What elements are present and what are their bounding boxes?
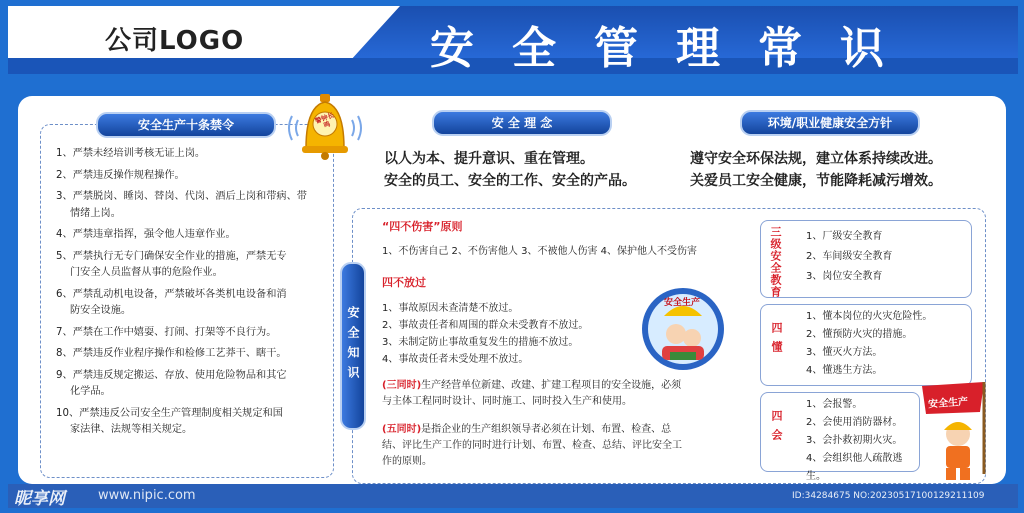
education-list — [806, 227, 966, 287]
concept-line-2: 安全的员工、安全的工作、安全的产品。 — [384, 173, 636, 189]
four-can-item: 4、会组织他人疏散逃生。 — [806, 453, 903, 482]
prohibition-item — [56, 325, 326, 342]
four-no-harm-text: 1、不伤害自己 2、不伤害他人 3、不被他人伤害 4、保护他人不受伤害 — [382, 246, 697, 257]
prohibition-item — [56, 287, 326, 320]
four-understand-list — [806, 308, 968, 380]
policy-line-2: 关爱员工安全健康，节能降耗减污增效。 — [690, 173, 942, 189]
prohibition-line: 1、严禁未经培训考核无证上岗。 — [56, 148, 206, 159]
policy-text — [690, 148, 990, 192]
four-can-item: 3、会扑救初期火灾。 — [806, 435, 903, 446]
prohibition-item — [56, 368, 326, 401]
prohibition-line: 4、严禁违章指挥，强令他人违章作业。 — [56, 229, 236, 240]
prohibition-line: 2、严禁违反操作规程操作。 — [56, 169, 185, 181]
education-item: 3、岗位安全教育 — [806, 271, 883, 282]
four-understand-item: 3、懂灭火方法。 — [806, 347, 883, 358]
page-title: 安全管理常识 — [430, 23, 922, 74]
education-label-text: 三级安全教育 — [769, 226, 782, 298]
three-same-label: (三同时) — [382, 380, 422, 391]
prohibition-item — [56, 346, 326, 363]
concept-line-1: 以人为本、提升意识、重在管理。 — [384, 151, 594, 167]
four-no-let-go-list — [382, 300, 642, 368]
no-let-go-item: 4、事故责任者未受处理不放过。 — [382, 354, 529, 365]
concept-text — [384, 148, 714, 192]
prohibition-line: 9、严禁违反规定搬运、存放、使用危险物品和其它 — [56, 369, 287, 381]
prohibitions-title-text: 安全生产十条禁令 — [137, 118, 234, 132]
policy-title-text: 环境/职业健康安全方针 — [767, 116, 893, 130]
no-let-go-item: 1、事故原因未查清楚不放过。 — [382, 303, 519, 314]
four-can-item: 2、会使用消防器材。 — [806, 417, 903, 428]
prohibitions-title — [96, 112, 276, 138]
prohibition-line: 6、严禁乱动机电设备，严禁破坏各类机电设备和消 — [56, 288, 287, 300]
four-understand-label-text: 四懂 — [770, 322, 783, 360]
prohibition-line: 化学品。 — [70, 386, 111, 397]
four-understand-item: 4、懂逃生方法。 — [806, 365, 883, 376]
four-understand-item: 1、懂本岗位的火灾危险性。 — [806, 311, 933, 322]
concept-title-text: 安 全 理 念 — [491, 116, 553, 130]
prohibition-line: 防安全设施。 — [70, 305, 132, 316]
three-same-block — [382, 378, 748, 410]
four-can-item: 1、会报警。 — [806, 399, 863, 410]
concept-title — [432, 110, 612, 136]
prohibition-item — [56, 227, 326, 244]
prohibition-line: 门安全人员监督从事的危险作业。 — [70, 267, 223, 278]
policy-line-1: 遵守安全环保法规，建立体系持续改进。 — [690, 151, 942, 167]
prohibition-item — [56, 168, 326, 185]
bell-label: 警钟长鸣 — [314, 111, 336, 130]
five-same-text: 是指企业的生产组织领导者必须在计划、布置、检查、总 — [421, 424, 672, 435]
prohibition-line: 10、严禁违反公司安全生产管理制度相关规定和国 — [56, 407, 283, 419]
five-same-block — [382, 422, 752, 470]
three-same-text: 生产经营单位新建、改建、扩建工程项目的安全设施，必须 — [421, 380, 682, 391]
mascot-flag-text: 安全生产 — [927, 396, 969, 411]
prohibitions-list — [56, 146, 326, 444]
education-item: 1、厂级安全教育 — [806, 231, 883, 242]
prohibition-line: 7、严禁在工作中嬉耍、打闹、打架等不良行为。 — [56, 326, 277, 338]
prohibition-line: 5、严禁执行无专门确保安全作业的措施，严禁无专 — [56, 250, 287, 262]
five-same-text-3: 作的原则。 — [382, 456, 432, 467]
watermark-brand: 昵享网 — [14, 489, 65, 509]
no-let-go-item: 3、未制定防止事故重复发生的措施不放过。 — [382, 337, 579, 348]
prohibition-item — [56, 249, 326, 282]
no-let-go-item: 2、事故责任者和周围的群众未受教育不放过。 — [382, 320, 589, 331]
education-item: 2、车间级安全教育 — [806, 251, 893, 262]
four-no-harm-title: “四不伤害”原则 — [382, 220, 463, 233]
prohibition-line: 8、严禁违反作业程序操作和检修工艺莽干、瞎干。 — [56, 348, 287, 359]
policy-title — [740, 110, 920, 136]
watermark-id: ID:34284675 NO:20230517100129211109 — [792, 491, 985, 501]
company-logo: 公司LOGO — [105, 26, 245, 56]
prohibition-line: 3、严禁脱岗、睡岗、替岗、代岗、酒后上岗和带病、带 — [56, 191, 307, 202]
four-can-label — [770, 410, 786, 448]
five-same-text-2: 结、评比生产工作的同时进行计划、布置、检查、总结、评比安全工 — [382, 440, 682, 451]
knowledge-side-text: 安全知识 — [346, 306, 360, 386]
four-can-label-text: 四会 — [770, 410, 783, 448]
four-no-let-go-title: 四不放过 — [382, 276, 426, 289]
three-same-text-2: 与主体工程同时设计、同时施工、同时投入生产和使用。 — [382, 396, 632, 407]
prohibition-line: 家法律、法规等相关规定。 — [70, 424, 193, 435]
prohibition-item — [56, 406, 326, 439]
prohibition-line: 情绪上岗。 — [70, 207, 121, 219]
watermark-url: www.nipic.com — [98, 488, 196, 503]
four-understand-label — [770, 322, 786, 360]
four-can-list — [806, 396, 918, 486]
education-label — [768, 226, 784, 298]
prohibition-item — [56, 189, 326, 222]
knowledge-side-label — [340, 262, 366, 430]
safety-badge-text: 安全生产 — [664, 298, 701, 308]
five-same-label: (五同时) — [382, 424, 422, 435]
four-understand-item: 2、懂预防火灾的措施。 — [806, 329, 913, 340]
